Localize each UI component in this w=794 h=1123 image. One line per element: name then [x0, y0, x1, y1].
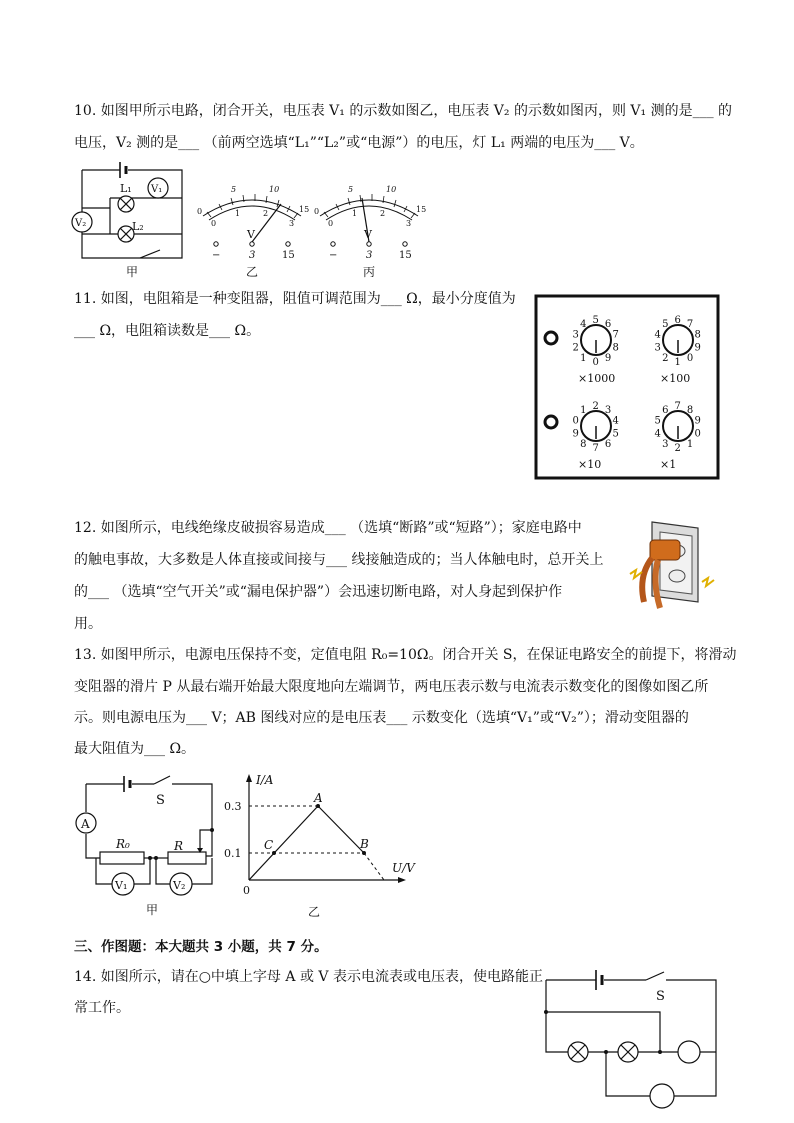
q10-circuit-caption: 甲: [126, 265, 139, 279]
meter-bing-inner-1: 1: [352, 209, 358, 218]
q13-line4: 最大阻值为___ Ω。: [74, 741, 196, 757]
dial-multiplier: ×10: [578, 458, 602, 471]
q13-graph-ytick-03: 0.3: [224, 800, 242, 813]
dial-digit: 8: [694, 329, 701, 341]
dial-multiplier: ×1: [660, 458, 677, 471]
dial-digit: 9: [604, 352, 612, 364]
meter-yi-terminal-neg: −: [212, 250, 221, 261]
meter-bing-tick-5: 5: [348, 185, 354, 194]
q13-graph-point-B: B: [360, 837, 369, 851]
q13-line3: 示。则电源电压为___ V；AB 图线对应的是电压表___ 示数变化（选填“V₁”或“V₂”）；滑动变阻器的: [74, 710, 689, 726]
dial-digit: 7: [686, 319, 694, 331]
meter-bing-inner-3: 3: [406, 219, 412, 228]
q12-damaged-plug-image: [622, 518, 722, 612]
dial-digit: 4: [654, 329, 661, 341]
dial-digit: 0: [686, 352, 694, 364]
meter-yi-caption: 乙: [246, 265, 259, 279]
dial-digit: 0: [592, 357, 599, 368]
q13-circuit-diagram: [70, 772, 220, 918]
q11-line1: 11. 如图，电阻箱是一种变阻器，阻值可调范围为___ Ω，最小分度值为: [74, 291, 516, 307]
dial-digit: 5: [654, 415, 661, 427]
meter-yi-inner-2: 2: [263, 209, 269, 218]
dial-digit: 1: [674, 357, 681, 368]
q14-line2: 常工作。: [74, 1000, 130, 1016]
q12-line1: 12. 如图所示，电线绝缘皮破损容易造成___ （选填“断路”或“短路”）；家庭电路中: [74, 520, 582, 536]
q13-line2: 变阻器的滑片 P 从最右端开始最大限度地向左端调节，两电压表示数与电流表示数变化的图像如图乙所: [74, 679, 709, 695]
meter-yi-inner-3: 3: [289, 219, 295, 228]
q13-graph: [224, 772, 424, 920]
dial-digit: 6: [604, 438, 612, 450]
dial-digit: 6: [604, 319, 612, 331]
q12-line2: 的触电事故，大多数是人体直接或间接与___ 线接触造成的；当人体触电时，总开关上: [74, 552, 604, 568]
q12-line4: 用。: [74, 616, 102, 632]
meter-yi-tick-5: 5: [231, 185, 237, 194]
meter-yi-tick-10: 10: [269, 185, 280, 194]
meter-bing-outer-15: 15: [416, 205, 427, 214]
dial-digit: 3: [572, 329, 579, 341]
q10-voltmeter-yi: [195, 180, 313, 280]
q14-label-S: S: [656, 989, 665, 1004]
meter-bing-terminal-3: 3: [366, 250, 373, 261]
dial-digit: 1: [580, 352, 587, 364]
q10-line2: 电压，V₂ 测的是___ （前两空选填“L₁”“L₂”或“电源”）的电压，灯 L₁ 两端的电压为___ V。: [74, 135, 644, 151]
dial-digit: 2: [572, 342, 579, 354]
dial-digit: 9: [694, 415, 701, 427]
dial-digit: 3: [662, 438, 669, 450]
dial-digit: 8: [686, 405, 694, 417]
dial-digit: 5: [612, 428, 619, 440]
meter-yi-terminal-15: 15: [282, 250, 295, 261]
meter-bing-unit: V: [364, 228, 372, 241]
meter-bing-outer-0: 0: [314, 207, 320, 216]
meter-bing-tick-10: 10: [386, 185, 397, 194]
dial-digit: 4: [612, 415, 619, 427]
q13-graph-caption: 乙: [308, 905, 321, 919]
meter-yi-inner-0: 0: [211, 219, 217, 228]
dial-digit: 2: [674, 443, 681, 454]
q12-line3: 的___ （选填“空气开关”或“漏电保护器”）会迅速切断电路，对人身起到保护作: [74, 584, 563, 600]
dial-digit: 1: [580, 405, 587, 417]
dial-digit: 1: [686, 438, 694, 450]
dial-digit: 9: [694, 342, 701, 354]
dial-digit: 5: [662, 319, 669, 331]
q10-circuit-diagram: [70, 158, 190, 280]
q10-circuit-label-L1: L₁: [120, 182, 132, 195]
meter-bing-caption: 丙: [363, 265, 376, 279]
q13-circuit-caption: 甲: [146, 903, 159, 917]
q10-line1: 10. 如图甲所示电路，闭合开关，电压表 V₁ 的示数如图乙，电压表 V₂ 的示数如图丙，则 V₁ 测的是___ 的: [74, 103, 733, 119]
q10-voltmeter-bing: [312, 180, 430, 280]
dial-digit: 9: [572, 428, 579, 440]
dial-digit: 3: [604, 405, 612, 417]
dial-digit: 7: [674, 401, 681, 412]
dial-multiplier: ×1000: [578, 372, 616, 385]
section-heading: 三、作图题：本大题共 3 小题，共 7 分。: [74, 939, 328, 955]
q13-graph-point-C: C: [264, 838, 274, 852]
q13-label-V2: V₂: [173, 879, 186, 892]
dial-digit: 7: [592, 443, 599, 454]
dial-digit: 7: [612, 329, 619, 341]
meter-yi-terminal-3: 3: [249, 250, 256, 261]
dial-digit: 6: [662, 405, 669, 417]
dial-digit: 8: [580, 438, 587, 450]
dial-digit: 5: [592, 315, 599, 326]
meter-yi-inner-1: 1: [235, 209, 241, 218]
q10-circuit-label-V2: V₂: [75, 218, 87, 229]
dial-digit: 6: [674, 315, 681, 326]
q10-circuit-label-L2: L₂: [132, 220, 144, 233]
q13-graph-origin: 0: [243, 884, 250, 897]
q13-graph-ylabel: I/A: [256, 773, 274, 787]
q10-circuit-label-V1: V₁: [151, 184, 163, 195]
q13-label-S: S: [156, 793, 165, 808]
meter-yi-outer-0: 0: [197, 207, 203, 216]
q13-graph-ytick-01: 0.1: [224, 847, 242, 860]
q13-label-R: R: [174, 839, 184, 853]
dial-digit: 4: [654, 428, 661, 440]
meter-bing-inner-2: 2: [380, 209, 386, 218]
meter-bing-terminal-neg: −: [329, 250, 338, 261]
meter-bing-terminal-15: 15: [399, 250, 412, 261]
dial-digit: 8: [612, 342, 619, 354]
dial-digit: 0: [572, 415, 579, 427]
q13-graph-point-A: A: [314, 791, 323, 805]
meter-yi-unit: V: [247, 228, 255, 241]
q11-line2: ___ Ω，电阻箱读数是___ Ω。: [74, 323, 261, 339]
dial-digit: 3: [654, 342, 661, 354]
q11-resistance-box: [534, 294, 720, 480]
q13-line1: 13. 如图甲所示，电源电压保持不变，定值电阻 R₀=10Ω。闭合开关 S，在保证电路安全的前提下，将滑动: [74, 647, 737, 663]
dial-digit: 4: [580, 319, 587, 331]
dial-digit: 2: [592, 401, 599, 412]
dial-digit: 2: [662, 352, 669, 364]
q14-line1: 14. 如图所示，请在○中填上字母 A 或 V 表示电流表或电压表，使电路能正: [74, 969, 543, 985]
dial-multiplier: ×100: [660, 372, 691, 385]
q13-label-R0: R₀: [116, 837, 130, 851]
q13-label-A: A: [81, 817, 90, 831]
q13-graph-xlabel: U/V: [392, 861, 415, 875]
q14-circuit-diagram: [538, 962, 722, 1114]
meter-yi-outer-15: 15: [299, 205, 310, 214]
q13-label-V1: V₁: [115, 879, 128, 892]
meter-bing-inner-0: 0: [328, 219, 334, 228]
dial-digit: 0: [694, 428, 701, 440]
